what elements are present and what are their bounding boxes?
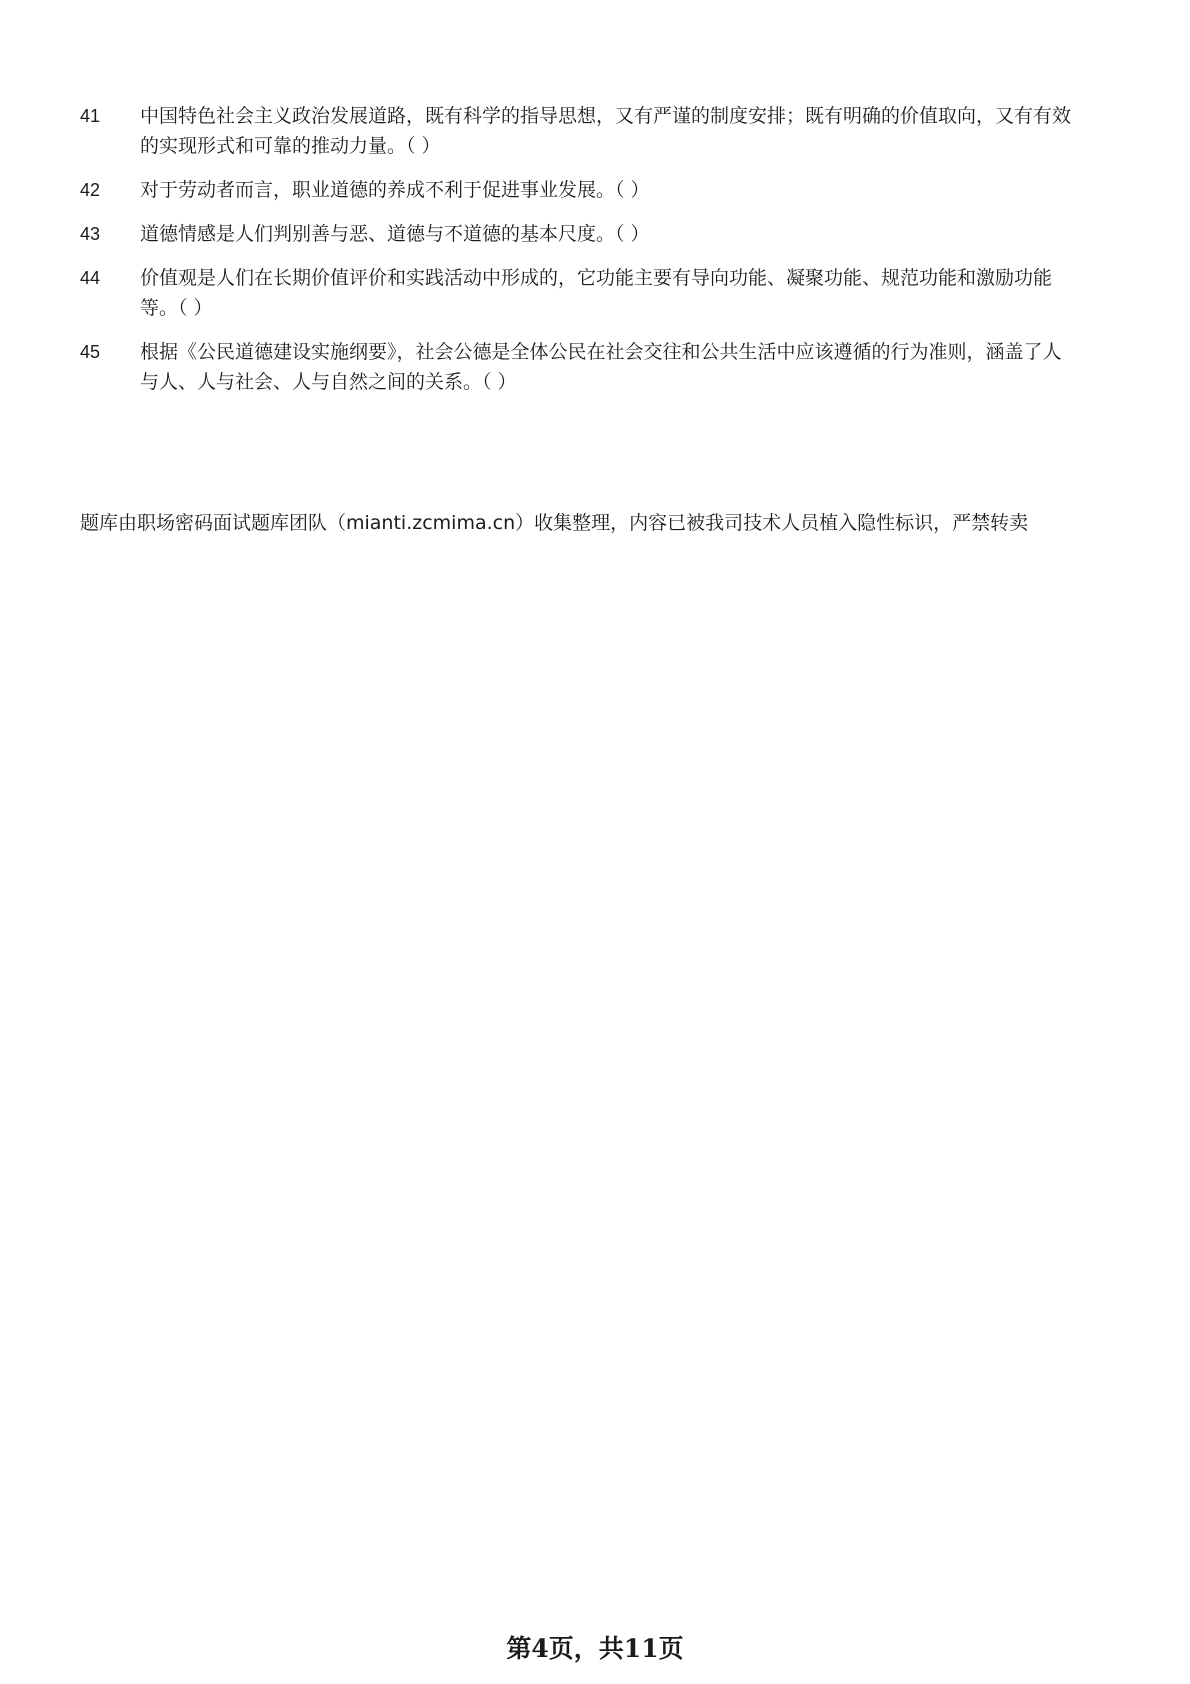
question-number: 45 bbox=[80, 342, 101, 362]
question-text: 根据《公民道德建设实施纲要》，社会公德是全体公民在社会交往和公共生活中应该遵循的行为准则，涵盖了人与人、人与社会、人与自然之间的关系。（ ） bbox=[140, 341, 1062, 393]
question-number: 44 bbox=[80, 268, 101, 288]
question-text: 中国特色社会主义政治发展道路，既有科学的指导思想，又有严谨的制度安排；既有明确的价值取向，又有有效的实现形式和可靠的推动力量。（ ） bbox=[140, 105, 1072, 157]
question-item bbox=[80, 263, 1080, 323]
question-item bbox=[80, 219, 1080, 249]
copyright-notice: 题库由职场密码面试题库团队（mianti.zcmima.cn）收集整理，内容已被我司技术人员植入隐性标识，严禁转卖 bbox=[80, 512, 1029, 534]
question-text: 对于劳动者而言，职业道德的养成不利于促进事业发展。（ ） bbox=[140, 179, 650, 201]
question-text: 道德情感是人们判别善与恶、道德与不道德的基本尺度。（ ） bbox=[140, 223, 650, 245]
question-number: 43 bbox=[80, 224, 101, 244]
question-list bbox=[80, 101, 1080, 411]
question-text: 价值观是人们在长期价值评价和实践活动中形成的，它功能主要有导向功能、凝聚功能、规范功能和激励功能等。（ ） bbox=[140, 267, 1053, 319]
page-number: 第4页，共11页 bbox=[506, 1634, 684, 1663]
question-number: 42 bbox=[80, 180, 101, 200]
question-number: 41 bbox=[80, 106, 101, 126]
question-item bbox=[80, 175, 1080, 205]
question-item bbox=[80, 101, 1080, 161]
question-item bbox=[80, 337, 1080, 397]
